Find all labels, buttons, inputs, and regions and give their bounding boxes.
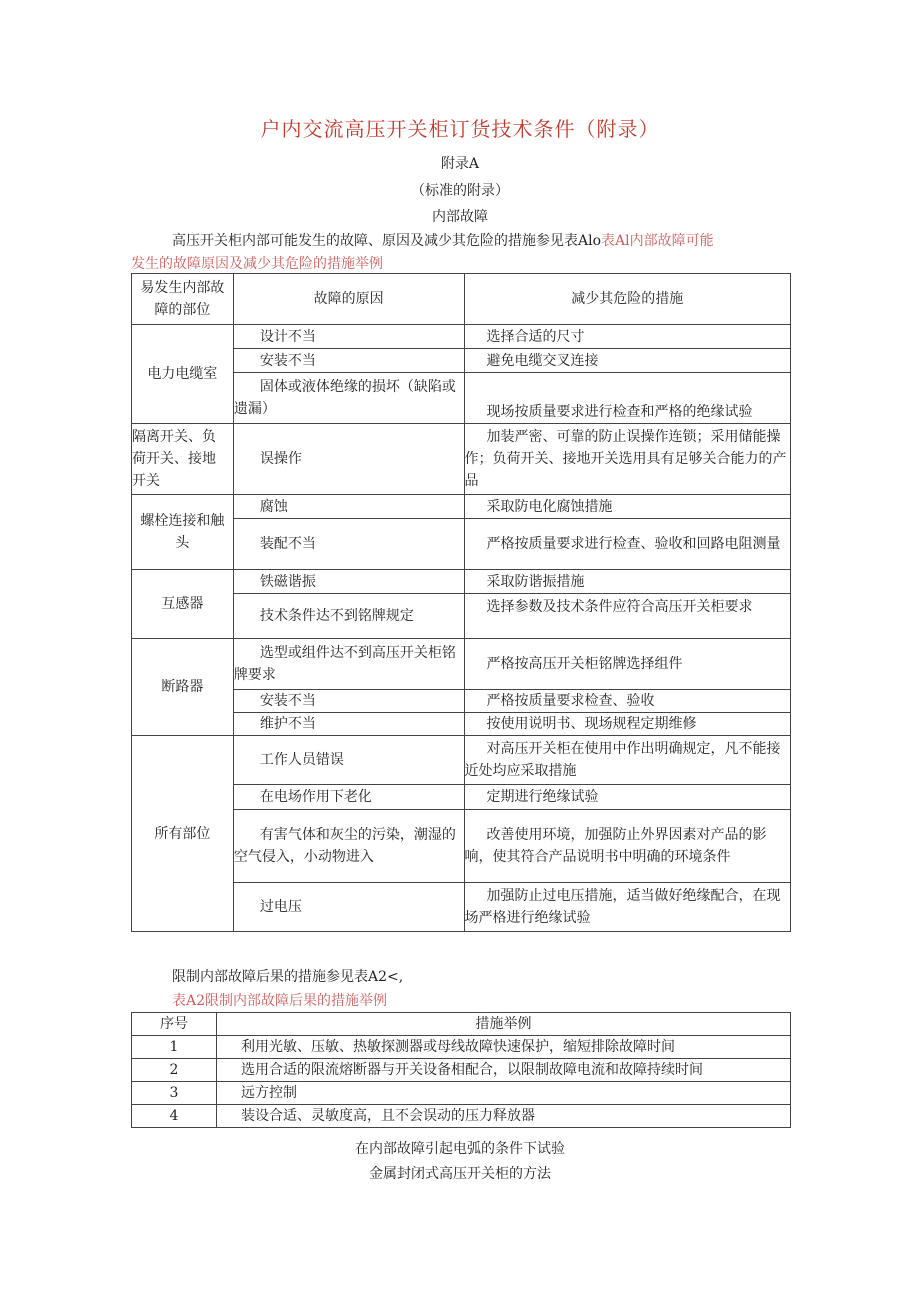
table-row	[132, 639, 791, 690]
row-no: 2	[132, 1059, 217, 1082]
table-header-row	[132, 1013, 791, 1036]
measure-cell: 加强防止过电压措施，适当做好绝缘配合，在现场严格进行绝缘试验	[464, 883, 791, 932]
cause-cell: 误操作	[233, 424, 464, 495]
table1-caption-part1: 表Al内部故障可能	[601, 233, 714, 249]
measure-cell: 现场按质量要求进行检查和严格的绝缘试验	[464, 373, 791, 424]
table-header-row	[132, 274, 791, 325]
header-part: 易发生内部故障的部位	[132, 274, 234, 325]
row-no: 4	[132, 1105, 217, 1128]
table-row	[132, 495, 791, 519]
header-measure: 措施举例	[217, 1013, 791, 1036]
part-cell: 隔离开关、负荷开关、接地开关	[132, 424, 234, 495]
cause-cell: 铁磁谐振	[233, 570, 464, 594]
table-row	[132, 424, 791, 495]
measure-cell: 采取防谐振措施	[464, 570, 791, 594]
measure-cell: 严格按高压开关柜铭牌选择组件	[464, 639, 791, 690]
part-cell: 断路器	[132, 639, 234, 736]
footer-line-1: 在内部故障引起电弧的条件下试验	[355, 1141, 565, 1157]
measure-cell: 选择合适的尺寸	[464, 325, 791, 349]
table-row	[132, 1105, 791, 1128]
cause-cell: 过电压	[233, 883, 464, 932]
internal-fault-table	[131, 273, 791, 932]
measure-cell: 严格按质量要求进行检查、验收和回路电阻测量	[464, 519, 791, 570]
cause-cell: 工作人员错误	[233, 736, 464, 785]
measure-cell: 选择参数及技术条件应符合高压开关柜要求	[464, 594, 791, 639]
cause-cell: 维护不当	[233, 713, 464, 736]
intro-text: 高压开关柜内部可能发生的故障、原因及减少其危险的措施参见表Alo	[172, 233, 602, 249]
cause-cell: 设计不当	[233, 325, 464, 349]
header-no: 序号	[132, 1013, 217, 1036]
table-row	[132, 325, 791, 349]
row-measure: 选用合适的限流熔断器与开关设备相配合，以限制故障电流和故障持续时间	[217, 1059, 791, 1082]
row-no: 1	[132, 1036, 217, 1059]
row-no: 3	[132, 1082, 217, 1105]
part-cell: 电力电缆室	[132, 325, 234, 424]
appendix-type: （标准的附录）	[411, 183, 509, 199]
measure-cell: 改善使用环境，加强防止外界因素对产品的影响，使其符合产品说明书中明确的环境条件	[464, 810, 791, 883]
measure-cell: 避免电缆交叉连接	[464, 349, 791, 373]
table-row	[132, 736, 791, 785]
cause-cell: 腐蚀	[233, 495, 464, 519]
cause-cell: 固体或液体绝缘的损坏（缺陷或遗漏）	[233, 373, 464, 424]
measure-cell: 严格按质量要求检查、验收	[464, 690, 791, 713]
row-measure: 利用光敏、压敏、热敏探测器或母线故障快速保护，缩短排除故障时间	[217, 1036, 791, 1059]
cause-cell: 在电场作用下老化	[233, 785, 464, 810]
row-measure: 装设合适、灵敏度高，且不会误动的压力释放器	[217, 1105, 791, 1128]
measure-cell: 采取防电化腐蚀措施	[464, 495, 791, 519]
part-cell: 螺栓连接和触头	[132, 495, 234, 570]
measure-cell: 按使用说明书、现场规程定期维修	[464, 713, 791, 736]
footer-line-2: 金属封闭式高压开关柜的方法	[369, 1166, 551, 1182]
page-title: 户内交流高压开关柜订货技术条件（附录）	[260, 117, 660, 141]
intro-paragraph	[172, 230, 802, 253]
cause-cell: 有害气体和灰尘的污染，潮湿的空气侵入，小动物进入	[233, 810, 464, 883]
table1-caption-part2: 发生的故障原因及减少其危险的措施举例	[131, 256, 383, 272]
limit-paragraph: 限制内部故障后果的措施参见表A2<,	[172, 969, 404, 985]
part-cell: 互感器	[132, 570, 234, 639]
cause-cell: 安装不当	[233, 349, 464, 373]
appendix-name: 附录A	[440, 156, 480, 172]
measure-cell: 定期进行绝缘试验	[464, 785, 791, 810]
table-row	[132, 1036, 791, 1059]
section-heading: 内部故障	[432, 209, 488, 225]
header-measure: 减少其危险的措施	[464, 274, 791, 325]
limit-measures-table	[131, 1012, 791, 1128]
measure-cell: 加装严密、可靠的防止误操作连锁；采用储能操作；负荷开关、接地开关选用具有足够关合能力的产品	[464, 424, 791, 495]
table-row	[132, 1082, 791, 1105]
table-row	[132, 570, 791, 594]
cause-cell: 安装不当	[233, 690, 464, 713]
measure-cell: 对高压开关柜在使用中作出明确规定，凡不能接近处均应采取措施	[464, 736, 791, 785]
part-cell: 所有部位	[132, 736, 234, 932]
cause-cell: 装配不当	[233, 519, 464, 570]
row-measure: 远方控制	[217, 1082, 791, 1105]
cause-cell: 选型或组件达不到高压开关柜铭牌要求	[233, 639, 464, 690]
table2-caption: 表A2限制内部故障后果的措施举例	[172, 993, 388, 1009]
header-cause: 故障的原因	[233, 274, 464, 325]
table-row	[132, 1059, 791, 1082]
cause-cell: 技术条件达不到铭牌规定	[233, 594, 464, 639]
